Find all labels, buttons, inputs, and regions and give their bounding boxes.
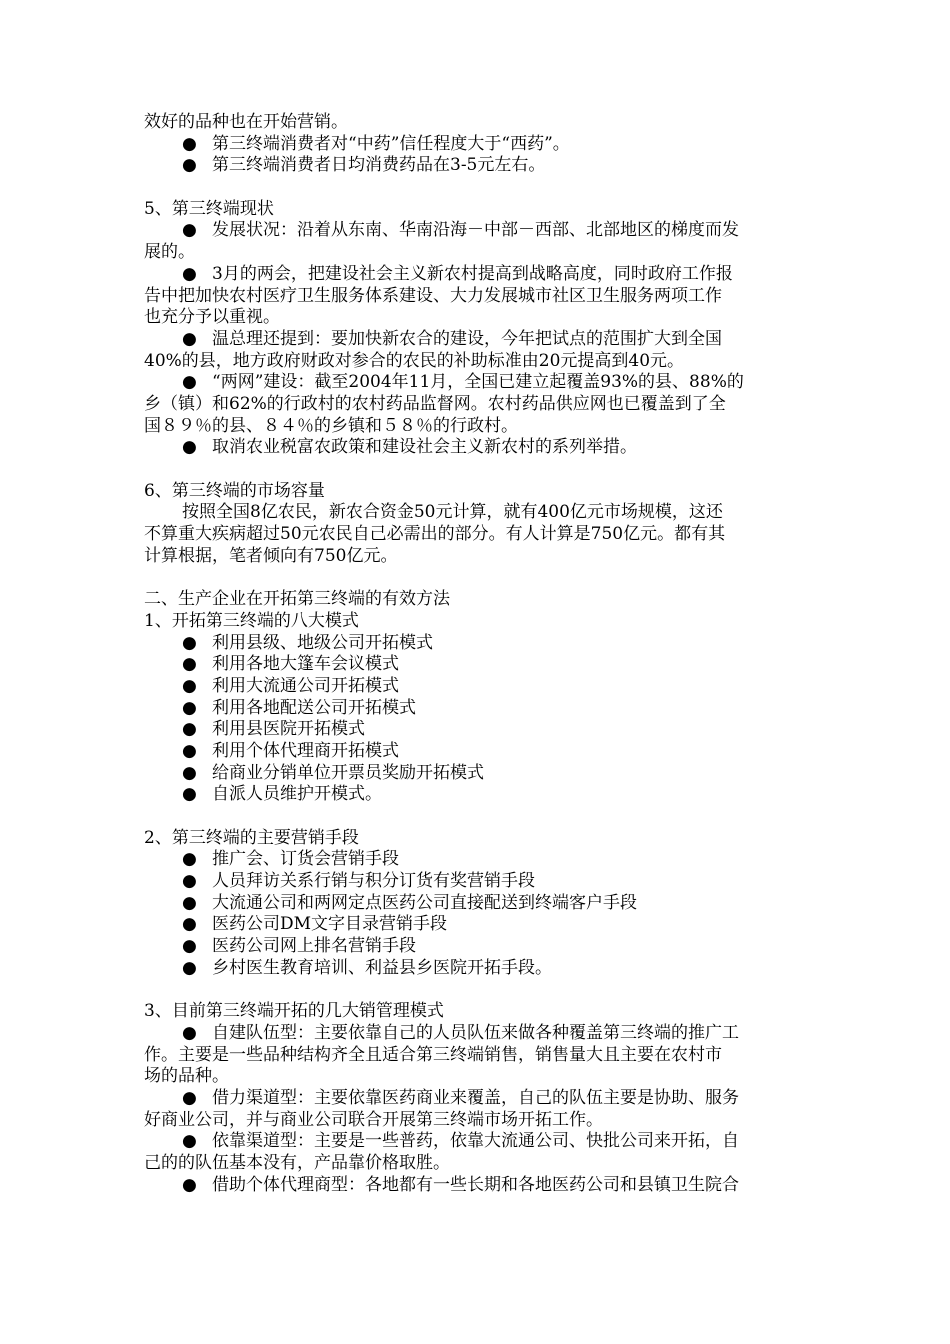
bullet-icon: ● [182, 914, 197, 935]
bullet-icon: ● [182, 372, 197, 393]
bullet-text: 乡村医生教育培训、利益县乡医院开拓手段。 [212, 957, 552, 978]
paragraph-line: 告中把加快农村医疗卫生服务体系建设、大力发展城市社区卫生服务两项工作 [144, 285, 722, 306]
document-page [144, 112, 808, 1196]
bullet-text: 人员拜访关系行销与积分订货有奖营销手段 [212, 871, 535, 892]
bullet-text: 利用县级、地级公司开拓模式 [212, 632, 433, 653]
bullet-item [144, 958, 808, 980]
bullet-icon: ● [182, 740, 197, 761]
bullet-text: 第三终端消费者对“中药”信任程度大于“西药”。 [212, 133, 570, 154]
paragraph-line: 不算重大疾病超过50元农民自己必需出的部分。有人计算是750亿元。都有其 [144, 524, 726, 545]
bullet-text: 自派人员维护开模式。 [212, 784, 382, 805]
bullet-text: 利用县医院开拓模式 [212, 719, 365, 740]
paragraph-line: 按照全国8亿农民，新农合资金50元计算，就有400亿元市场规模，这还 [182, 502, 723, 523]
bullet-item [144, 134, 808, 156]
paragraph-line: 场的品种。 [144, 1066, 229, 1087]
bullet-icon: ● [182, 654, 197, 675]
bullet-paragraph [144, 1088, 808, 1131]
bullet-text: 自建队伍型：主要依靠自己的人员队伍来做各种覆盖第三终端的推广工 [212, 1022, 739, 1043]
section-heading: 5、第三终端现状 [144, 198, 274, 219]
section-heading: 6、第三终端的市场容量 [144, 480, 325, 501]
blank-line [144, 459, 808, 481]
bullet-text: 大流通公司和两网定点医药公司直接配送到终端客户手段 [212, 892, 637, 913]
bullet-icon: ● [182, 892, 197, 913]
blank-line [144, 806, 808, 828]
bullet-item [144, 698, 808, 720]
bullet-icon: ● [182, 133, 197, 154]
blank-line [144, 567, 808, 589]
paragraph-line: 乡（镇）和62%的行政村的农村药品监督网。农村药品供应网也已覆盖到了全 [144, 393, 726, 414]
section-heading: 3、目前第三终端开拓的几大销管理模式 [144, 1001, 444, 1022]
bullet-item [144, 763, 808, 785]
bullet-item [144, 155, 808, 177]
bullet-paragraph [144, 437, 808, 459]
paragraph-line: 也充分予以重视。 [144, 307, 280, 328]
bullet-text: 利用各地配送公司开拓模式 [212, 697, 416, 718]
bullet-item [144, 936, 808, 958]
section-heading: 2、第三终端的主要营销手段 [144, 827, 359, 848]
paragraph-line: 展的。 [144, 242, 195, 263]
bullet-paragraph [144, 329, 808, 372]
bullet-text: 3月的两会，把建设社会主义新农村提高到战略高度，同时政府工作报 [212, 263, 733, 284]
bullet-paragraph [144, 264, 808, 329]
bullet-icon: ● [182, 220, 197, 241]
part-heading: 二、生产企业在开拓第三终端的有效方法 [144, 589, 450, 610]
bullet-icon: ● [182, 762, 197, 783]
bullet-paragraph [144, 1131, 808, 1174]
bullet-item [144, 871, 808, 893]
bullet-paragraph [144, 1175, 808, 1197]
intro-tail-line: 效好的品种也在开始营销。 [144, 112, 348, 132]
bullet-icon: ● [182, 328, 197, 349]
bullet-item [144, 719, 808, 741]
bullet-icon: ● [182, 1131, 197, 1152]
paragraph-line: 己的的队伍基本没有，产品靠价格取胜。 [144, 1153, 450, 1173]
bullet-paragraph [144, 220, 808, 263]
bullet-item [144, 676, 808, 698]
bullet-icon: ● [182, 155, 197, 176]
bullet-text: 取消农业税富农政策和建设社会主义新农村的系列举措。 [212, 437, 637, 458]
bullet-icon: ● [182, 697, 197, 718]
bullet-text: 医药公司网上排名营销手段 [212, 936, 416, 957]
bullet-icon: ● [182, 936, 197, 957]
bullet-text: 第三终端消费者日均消费药品在3-5元左右。 [212, 155, 546, 176]
paragraph-line: 好商业公司，并与商业公司联合开展第三终端市场开拓工作。 [144, 1109, 603, 1130]
blank-line [144, 980, 808, 1002]
bullet-icon: ● [182, 1087, 197, 1108]
bullet-text: 发展状况：沿着从东南、华南沿海－中部－西部、北部地区的梯度而发 [212, 220, 739, 241]
bullet-item [144, 849, 808, 871]
bullet-item [144, 914, 808, 936]
bullet-text: 利用个体代理商开拓模式 [212, 740, 399, 761]
bullet-text: 温总理还提到：要加快新农合的建设，今年把试点的范围扩大到全国 [212, 328, 722, 349]
paragraph-line: 计算根据，笔者倾向有750亿元。 [144, 545, 398, 566]
bullet-item [144, 633, 808, 655]
bullet-icon: ● [182, 1174, 197, 1195]
section-heading: 1、开拓第三终端的八大模式 [144, 610, 359, 631]
bullet-icon: ● [182, 263, 197, 284]
bullet-text: 依靠渠道型：主要是一些普药，依靠大流通公司、快批公司来开拓，自 [212, 1131, 739, 1152]
bullet-icon: ● [182, 849, 197, 870]
bullet-icon: ● [182, 784, 197, 805]
bullet-text: 给商业分销单位开票员奖励开拓模式 [212, 762, 484, 783]
bullet-paragraph [144, 372, 808, 437]
bullet-paragraph [144, 1023, 808, 1088]
bullet-text: 推广会、订货会营销手段 [212, 849, 399, 870]
paragraph-line: 40%的县，地方政府财政对参合的农民的补助标准由20元提高到40元。 [144, 350, 685, 371]
bullet-icon: ● [182, 1022, 197, 1043]
blank-line [144, 177, 808, 199]
bullet-item [144, 741, 808, 763]
bullet-icon: ● [182, 675, 197, 696]
bullet-text: 借力渠道型：主要依靠医药商业来覆盖，自己的队伍主要是协助、服务 [212, 1087, 739, 1108]
bullet-icon: ● [182, 957, 197, 978]
bullet-icon: ● [182, 719, 197, 740]
bullet-text: “两网”建设：截至2004年11月，全国已建立起覆盖93%的县、88%的 [212, 372, 744, 393]
bullet-text: 利用大流通公司开拓模式 [212, 675, 399, 696]
paragraph-line: 作。主要是一些品种结构齐全且适合第三终端销售，销售量大且主要在农村市 [144, 1044, 722, 1065]
bullet-icon: ● [182, 437, 197, 458]
bullet-icon: ● [182, 871, 197, 892]
bullet-text: 利用各地大篷车会议模式 [212, 654, 399, 675]
bullet-item [144, 784, 808, 806]
bullet-icon: ● [182, 632, 197, 653]
bullet-item [144, 654, 808, 676]
bullet-text: 借助个体代理商型：各地都有一些长期和各地医药公司和县镇卫生院合 [212, 1174, 739, 1195]
bullet-text: 医药公司DM文字目录营销手段 [212, 914, 448, 935]
paragraph-line: 国８９％的县、８４％的乡镇和５８％的行政村。 [144, 415, 518, 436]
bullet-item [144, 893, 808, 915]
